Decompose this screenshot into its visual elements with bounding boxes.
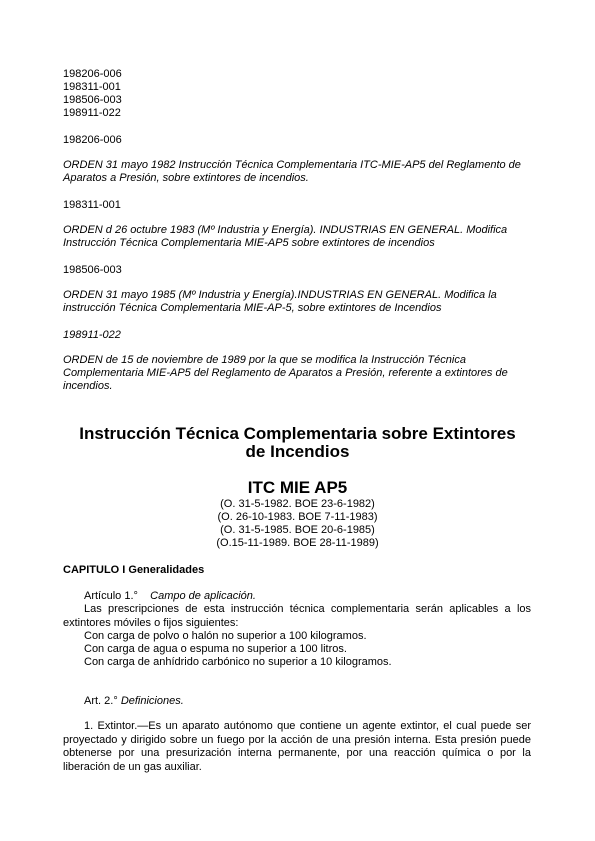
code-list-item: 198311-001 [63, 81, 121, 93]
article-label: Artículo 1.° [84, 590, 138, 602]
entry-text: Complementaria MIE-AP5 del Reglamento de Aparatos a Presión, referente a extintores de [63, 367, 508, 379]
code-list-item: 198911-022 [63, 107, 121, 119]
entry-code: 198911-022 [63, 329, 121, 341]
body-line: extintores móviles o fijos siguientes: [63, 616, 239, 629]
document-title-line1: Instrucción Técnica Complementaria sobre Extintores [79, 424, 516, 443]
body-line: 1. Extintor.—Es un aparato autónomo que contiene un agente extintor, el cual puede ser [84, 720, 531, 732]
entry-text: ORDEN 31 mayo 1985 (Mº Industria y Energía).INDUSTRIAS EN GENERAL. Modifica la [63, 289, 497, 301]
entry-text: instrucción Técnica Complementaria MIE-AP-5, sobre extintores de Incendios [63, 302, 442, 314]
entry-text: incendios. [63, 380, 113, 392]
list-item: Con carga de polvo o halón no superior a 100 kilogramos. [84, 630, 367, 642]
itc-reference: (O. 31-5-1985. BOE 20-6-1985) [220, 524, 375, 536]
article-title: Definiciones. [120, 695, 184, 707]
itc-reference: (O. 31-5-1982. BOE 23-6-1982) [220, 498, 375, 510]
itc-heading: ITC MIE AP5 [247, 478, 348, 497]
entry-text: Instrucción Técnica Complementaria MIE-AP5 sobre extintores de incendios [63, 237, 435, 249]
itc-reference: (O.15-11-1989. BOE 28-11-1989) [216, 537, 379, 549]
body-line: obtenerse por una presurización interna permanente, por una reacción química o por la [63, 747, 531, 759]
body-line: proyectado y dirigido sobre un fuego por la acción de una presión interna. Esta presión puede [63, 733, 531, 746]
entry-text: ORDEN de 15 de noviembre de 1989 por la que se modifica la Instrucción Técnica [63, 354, 466, 366]
entry-text: ORDEN d 26 octubre 1983 (Mº Industria y Energía). INDUSTRIAS EN GENERAL. Modifica [63, 224, 508, 236]
list-item: Con carga de agua o espuma no superior a 100 litros. [84, 643, 347, 655]
article-title: Campo de aplicación. [150, 590, 256, 602]
code-list-item: 198506-003 [63, 94, 122, 106]
body-line: Las prescripciones de esta instrucción técnica complementaria serán aplicables a los [84, 603, 531, 615]
body-line: liberación de un gas auxiliar. [63, 760, 202, 773]
article-1-heading [84, 590, 256, 603]
article-2-heading [84, 695, 184, 708]
entry-code: 198311-001 [63, 199, 121, 211]
entry-text: ORDEN 31 mayo 1982 Instrucción Técnica Complementaria ITC-MIE-AP5 del Reglamento de [63, 159, 521, 171]
article-label: Art. 2.° [84, 695, 118, 707]
article-2-definition [63, 720, 531, 774]
itc-reference: (O. 26-10-1983. BOE 7-11-1983) [217, 511, 378, 523]
chapter-heading: CAPITULO I Generalidades [63, 564, 205, 576]
code-list-item: 198206-006 [63, 68, 122, 80]
list-item: Con carga de anhídrido carbónico no superior a 10 kilogramos. [84, 656, 392, 668]
article-1-body [63, 603, 531, 630]
entry-code: 198506-003 [63, 264, 122, 276]
document-title-line2: de Incendios [245, 442, 350, 461]
entry-code: 198206-006 [63, 134, 122, 146]
entry-text: Aparatos a Presión, sobre extintores de incendios. [63, 172, 309, 184]
